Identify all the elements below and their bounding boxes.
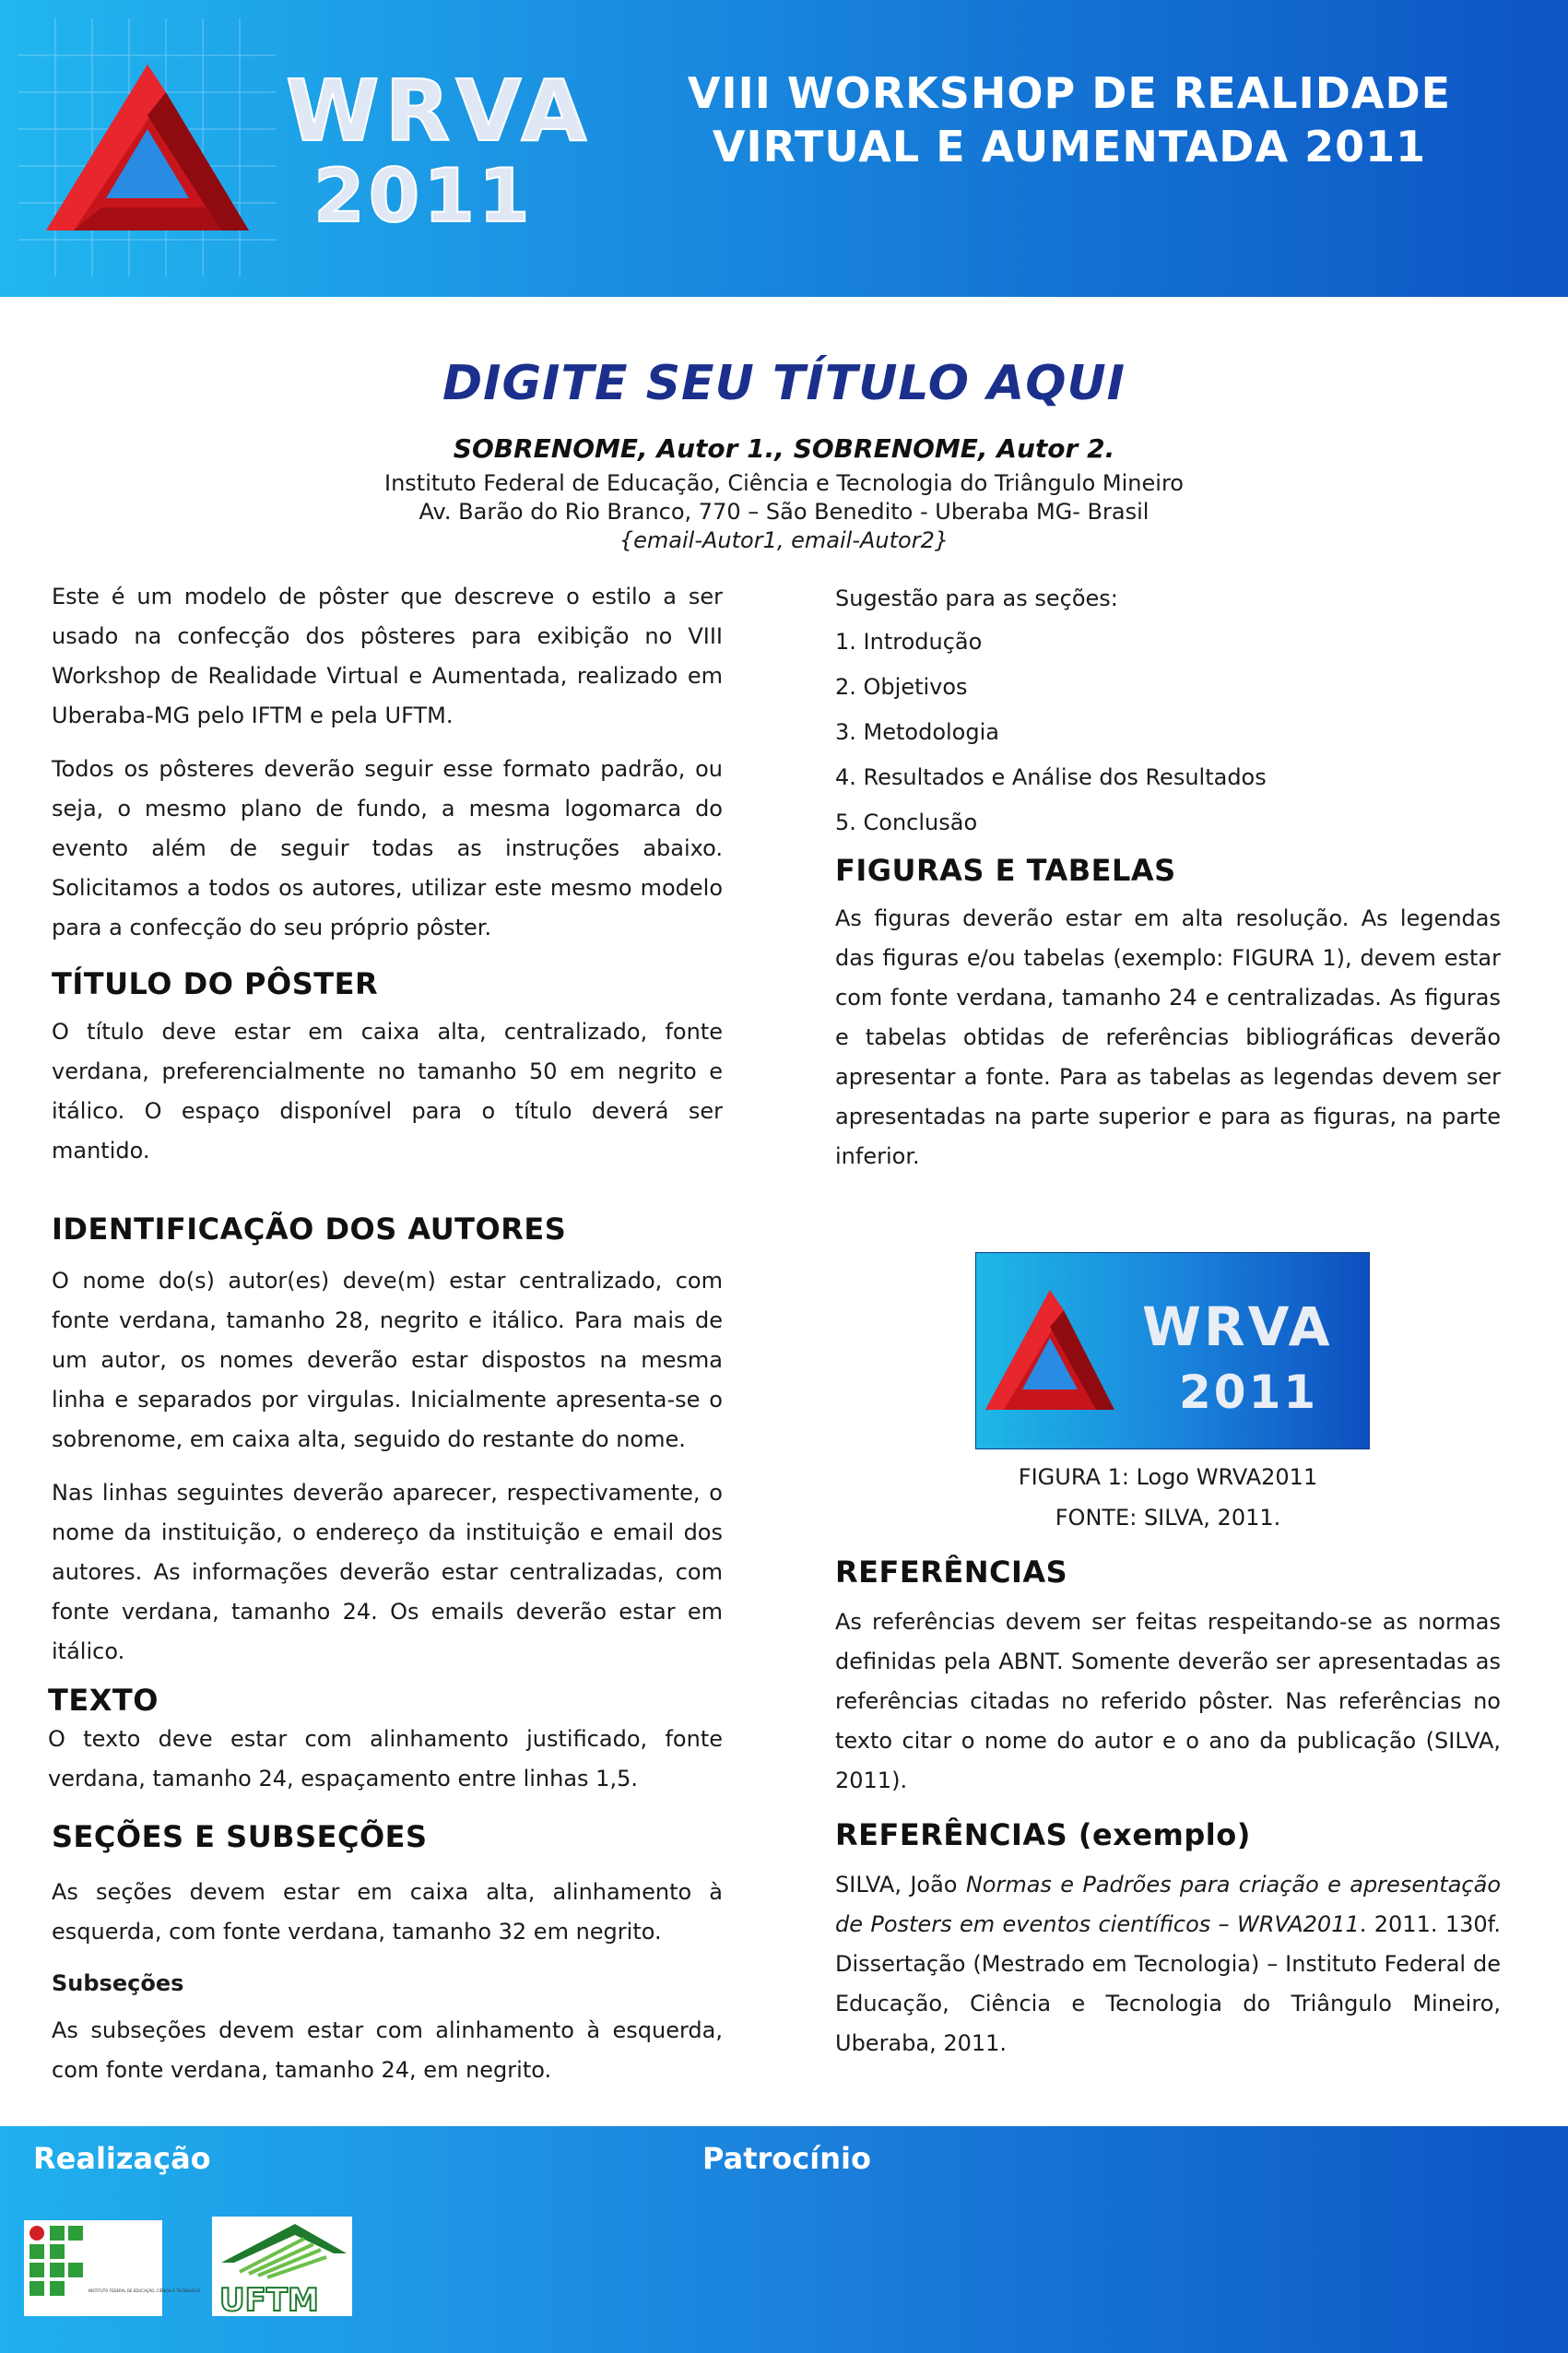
texto-paragraph: O texto deve estar com alinhamento justificado, fonte verdana, tamanho 24, espaçamento entre linhas 1,5. bbox=[48, 1726, 723, 1791]
figure-1-image bbox=[975, 1252, 1370, 1449]
section-heading-figuras: FIGURAS E TABELAS bbox=[835, 853, 1176, 888]
institution-line: Instituto Federal de Educação, Ciência e Tecnologia do Triângulo Mineiro bbox=[384, 470, 1184, 496]
referencia-exemplo-paragraph bbox=[835, 1865, 1501, 2063]
ref-ex-rest: . 2011. 130f. Dissertação (Mestrado em Tecnologia) – Instituto Federal de Educação, Ciência e Tecnologia do Triângulo Mineiro, Uberaba, 2011. bbox=[835, 1911, 1501, 2056]
identificacao-paragraph-1: O nome do(s) autor(es) deve(m) estar centralizado, com fonte verdana, tamanho 28, negrito e itálico. Para mais de um autor, os nomes deverão estar dispostos na mesma linha e separados por virgulas. Inicialmente apresenta-se o sobrenome, em caixa alta, seguido do restante do nome. bbox=[52, 1268, 723, 1452]
footer-patrocinio-label: Patrocínio bbox=[702, 2141, 871, 2176]
section-heading-titulo: TÍTULO DO PÔSTER bbox=[52, 966, 379, 1001]
uftm-logo-graphic bbox=[212, 2217, 352, 2319]
iftm-logo-graphic bbox=[24, 2220, 201, 2316]
figure-source: FONTE: SILVA, 2011. bbox=[1055, 1505, 1281, 1531]
section-heading-referencias-exemplo: REFERÊNCIAS (exemplo) bbox=[835, 1817, 1251, 1852]
intro-paragraph-1: Este é um modelo de pôster que descreve o estilo a ser usado na confecção dos pôsteres para exibição no VIII Workshop de Realidade Virtual e Aumentada, realizado em Uberaba-MG pelo IFTM e pela UFTM. bbox=[52, 584, 723, 728]
address-line: Av. Barão do Rio Branco, 770 – São Benedito - Uberaba MG- Brasil bbox=[419, 499, 1149, 525]
footer-realizacao-label: Realização bbox=[33, 2141, 211, 2176]
logo-wrva-text: WRVA bbox=[286, 62, 593, 160]
emails-line: {email-Autor1, email-Autor2} bbox=[619, 527, 949, 553]
section-list-item: 5. Conclusão bbox=[835, 810, 978, 835]
section-heading-texto: TEXTO bbox=[48, 1683, 159, 1718]
subsection-heading-subsecoes: Subseções bbox=[52, 1970, 184, 1996]
figure-caption: FIGURA 1: Logo WRVA2011 bbox=[1018, 1464, 1318, 1490]
ref-ex-author: SILVA, João bbox=[835, 1872, 966, 1898]
ref-ex-title: Normas e Padrões para criação e apresentação de Posters em eventos científicos – WRVA2011 bbox=[835, 1872, 1501, 1937]
iftm-logo-text: INSTITUTO FEDERAL DE EDUCAÇÃO, CIÊNCIA E TECNOLOGIA bbox=[88, 2288, 201, 2293]
section-list-item: 4. Resultados e Análise dos Resultados bbox=[835, 764, 1267, 790]
wrva-logo bbox=[37, 37, 593, 249]
section-heading-secoes: SEÇÕES E SUBSEÇÕES bbox=[52, 1819, 428, 1854]
ifTM-logo bbox=[24, 2220, 201, 2316]
header-banner bbox=[0, 0, 1568, 297]
figure-logo-graphic bbox=[976, 1253, 1369, 1448]
event-title-line1: VIII WORKSHOP DE REALIDADE bbox=[687, 68, 1452, 118]
uftm-logo-text: UFTM bbox=[219, 2282, 319, 2319]
right-column-lower bbox=[835, 1555, 1501, 2063]
event-title bbox=[590, 66, 1549, 173]
authors-line: SOBRENOME, Autor 1., SOBRENOME, Autor 2. bbox=[453, 433, 1115, 464]
right-column bbox=[835, 577, 1501, 1176]
titulo-paragraph: O título deve estar em caixa alta, centralizado, fonte verdana, preferencialmente no tamanho 50 em negrito e itálico. O espaço disponível para o título deverá ser mantido. bbox=[52, 1019, 723, 1164]
sugestao-line: Sugestão para as seções: bbox=[835, 585, 1118, 611]
section-list-item: 1. Introdução bbox=[835, 629, 983, 655]
left-column bbox=[48, 577, 723, 2090]
uftm-logo bbox=[212, 2217, 352, 2319]
referencias-paragraph: As referências devem ser feitas respeitando-se as normas definidas pela ABNT. Somente deverão ser apresentadas as referências citadas no referido pôster. Nas referências no texto citar o nome do autor e o ano da publicação (SILVA, 2011). bbox=[835, 1609, 1501, 1793]
logo-year-text: 2011 bbox=[313, 153, 534, 239]
event-title-line2: VIRTUAL E AUMENTADA 2011 bbox=[712, 122, 1427, 171]
section-heading-referencias: REFERÊNCIAS bbox=[835, 1555, 1068, 1590]
section-list-item: 2. Objetivos bbox=[835, 674, 968, 700]
figure-year-text: 2011 bbox=[1179, 1366, 1319, 1419]
identificacao-paragraph-2: Nas linhas seguintes deverão aparecer, respectivamente, o nome da instituição, o endereço da instituição e email dos autores. As informações deverão estar centralizadas, com fonte verdana, tamanho 24. Os emails deverão estar em itálico. bbox=[52, 1480, 723, 1664]
poster-title: DIGITE SEU TÍTULO AQUI bbox=[442, 356, 1126, 411]
subsecoes-paragraph: As subseções devem estar com alinhamento à esquerda, com fonte verdana, tamanho 24, em negrito. bbox=[52, 2017, 723, 2083]
section-heading-identificacao: IDENTIFICAÇÃO DOS AUTORES bbox=[52, 1212, 567, 1247]
secoes-paragraph: As seções devem estar em caixa alta, alinhamento à esquerda, com fonte verdana, tamanho 32 em negrito. bbox=[52, 1879, 723, 1945]
figuras-paragraph: As figuras deverão estar em alta resolução. As legendas das figuras e/ou tabelas (exemplo: FIGURA 1), devem estar com fonte verdana, tamanho 24 e centralizadas. As figuras e tabelas obtidas de referências bibliográficas deverão apresentar a fonte. Para as tabelas as legendas devem ser apresentadas na parte superior e para as figuras, na parte inferior. bbox=[835, 905, 1501, 1169]
figure-wrva-text: WRVA bbox=[1142, 1295, 1333, 1358]
section-list-item: 3. Metodologia bbox=[835, 719, 999, 745]
intro-paragraph-2: Todos os pôsteres deverão seguir esse formato padrão, ou seja, o mesmo plano de fundo, a mesma logomarca do evento além de seguir todas as instruções abaixo. Solicitamos a todos os autores, utilizar este mesmo modelo para a confecção do seu próprio pôster. bbox=[52, 756, 723, 940]
